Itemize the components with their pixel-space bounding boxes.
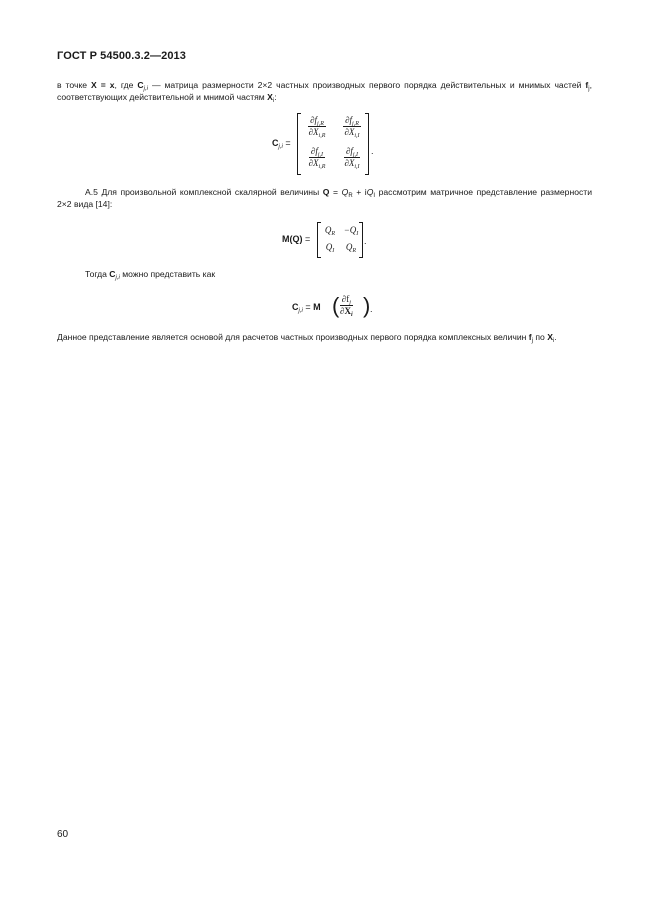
value: Q <box>325 242 333 252</box>
matrix-cell-12 <box>336 115 368 138</box>
subscript: i,I <box>354 133 360 139</box>
symbol-C: C <box>272 138 279 148</box>
subscript: R <box>352 248 357 254</box>
subscript: i,I <box>354 164 360 170</box>
subscript: j,i <box>115 275 120 281</box>
matrix-cell-11 <box>320 225 340 235</box>
denominator: ∂X <box>340 306 351 316</box>
text: = <box>329 187 342 197</box>
symbol-QR: Q <box>341 187 349 197</box>
denominator: ∂X <box>344 127 355 137</box>
subscript: j,i <box>278 144 283 150</box>
matrix-cell-21 <box>320 242 340 252</box>
text: + i <box>352 187 367 197</box>
subscript: I <box>356 231 359 237</box>
subscript: i,R <box>318 164 326 170</box>
formula-lhs <box>282 234 310 244</box>
text: — матрица размерности 2×2 частных производных первого порядка действительных и мнимых частей <box>147 80 586 90</box>
formula-end: . <box>364 236 367 246</box>
page-number: 60 <box>57 829 69 840</box>
formula-mq-matrix <box>282 222 372 258</box>
subscript: i <box>552 338 555 344</box>
paragraph-1 <box>57 80 592 103</box>
formula-end: . <box>370 304 373 314</box>
subscript: j <box>531 338 534 344</box>
text: можно представить как <box>119 269 216 279</box>
symbol-M: M <box>313 302 321 312</box>
symbol-x: x <box>109 80 115 90</box>
symbol-X: X <box>91 80 97 90</box>
numerator: ∂f <box>341 294 350 304</box>
value: Q <box>345 242 353 252</box>
text: в точке <box>57 80 92 90</box>
symbol-Q: Q <box>322 187 330 197</box>
subscript: R <box>331 231 336 237</box>
paragraph-4 <box>57 332 592 344</box>
formula-fraction <box>338 294 355 317</box>
formula-lhs <box>292 302 321 312</box>
document-header: ГОСТ Р 54500.3.2—2013 <box>57 50 186 62</box>
value: Q <box>324 225 332 235</box>
text: рассмотрим матричное представление размерности 2×2 вида [14]: <box>57 187 593 209</box>
numerator: ∂f <box>345 146 353 156</box>
symbol-X: X <box>547 332 553 342</box>
text: . <box>554 332 557 342</box>
formula-c-as-m <box>292 293 372 321</box>
denominator: ∂X <box>344 158 355 168</box>
text: Тогда <box>85 269 110 279</box>
symbol-f: f <box>528 332 532 342</box>
symbol-C: C <box>109 269 116 279</box>
subscript: j,i <box>298 308 303 314</box>
paragraph-3 <box>57 269 592 281</box>
matrix-cell-22 <box>336 146 368 169</box>
text: : <box>274 91 277 102</box>
denominator: ∂X <box>308 127 319 137</box>
symbol-QI: Q <box>366 187 374 197</box>
text: по <box>533 332 548 342</box>
paren-left: ( <box>332 293 340 318</box>
formula-jacobian-matrix <box>272 113 392 175</box>
symbol-C: C <box>137 80 144 90</box>
numerator: ∂f <box>310 115 318 125</box>
equals: = <box>285 138 291 148</box>
subscript: i,R <box>318 133 326 139</box>
formula-end: . <box>371 146 374 156</box>
text: , где <box>114 80 138 90</box>
subscript: j <box>588 86 590 92</box>
subscript: i <box>350 312 353 318</box>
equals: = <box>305 302 311 312</box>
numerator: ∂f <box>345 115 353 125</box>
paragraph-2 <box>57 187 592 210</box>
text: А.5 Для произвольной комплексной скалярной величины <box>85 187 323 197</box>
subscript: i <box>272 97 275 104</box>
symbol-X: X <box>267 91 273 102</box>
subscript: j,R <box>317 121 324 127</box>
subscript: j,i <box>143 86 148 92</box>
value: −Q <box>343 225 357 235</box>
symbol-C: C <box>292 302 299 312</box>
subscript: I <box>373 193 376 199</box>
matrix-cell-12 <box>340 225 362 235</box>
subscript: R <box>348 193 353 199</box>
text: Данное представление является основой для расчетов частных производных первого порядка комплексных величин <box>57 332 529 342</box>
subscript: j,I <box>352 152 359 158</box>
symbol-f: f <box>585 80 589 90</box>
matrix-cell-21 <box>301 146 333 169</box>
matrix-cell-11 <box>301 115 333 138</box>
denominator: ∂X <box>308 158 319 168</box>
text: = <box>96 80 110 90</box>
subscript: I <box>332 248 335 254</box>
subscript: j,R <box>352 121 359 127</box>
paren-right: ) <box>363 293 371 318</box>
subscript: j,I <box>317 152 324 158</box>
text: , соответствующих действительной и мнимой частям <box>57 80 592 102</box>
numerator: ∂f <box>310 146 318 156</box>
matrix-cell-22 <box>340 242 362 252</box>
symbol-MQ: M(Q) <box>282 234 303 244</box>
subscript: j <box>349 300 351 306</box>
formula-lhs <box>272 138 291 148</box>
equals: = <box>305 234 311 244</box>
